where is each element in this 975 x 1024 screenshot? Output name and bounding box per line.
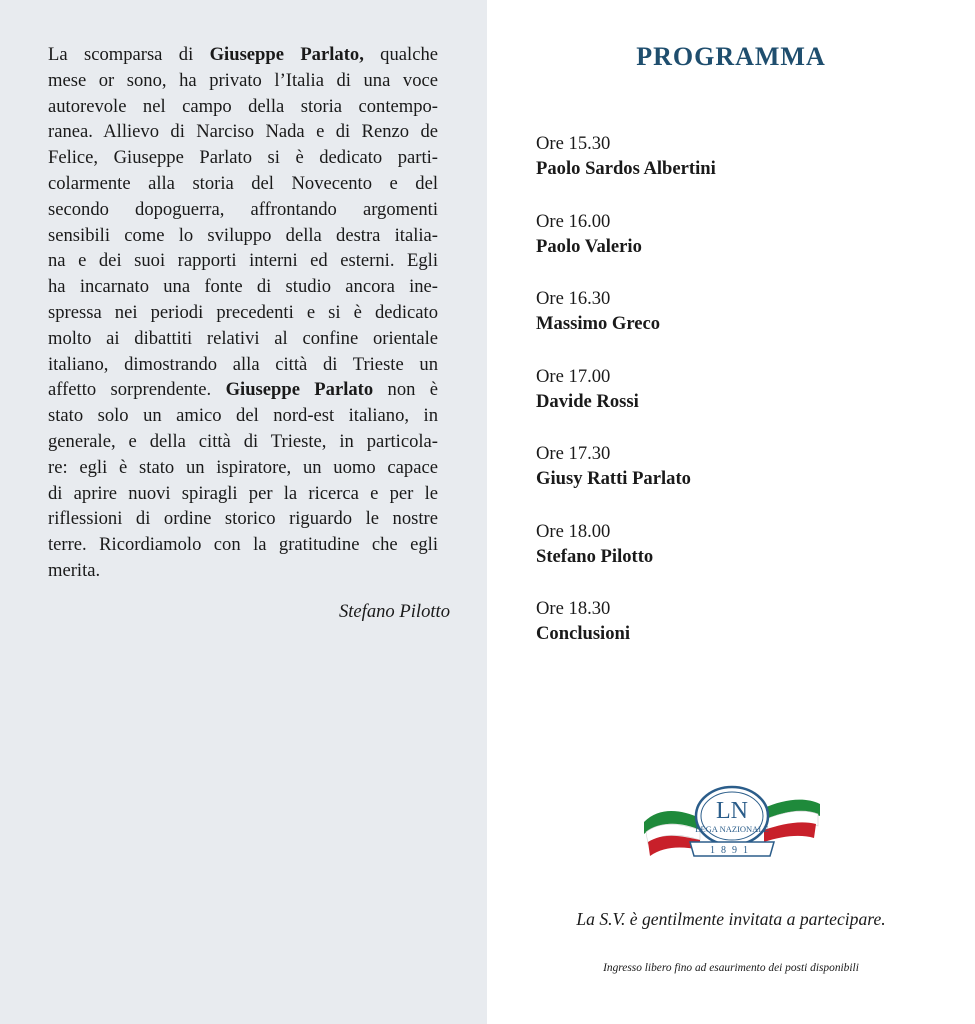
schedule-speaker: Paolo Sardos Albertini	[536, 158, 716, 179]
tribute-line	[48, 145, 438, 171]
tribute-name-bold: Giuseppe Parlato,	[209, 44, 364, 65]
tribute-line	[48, 94, 438, 120]
schedule-time: Ore 16.30	[536, 288, 611, 309]
signature: Stefano Pilotto	[338, 601, 450, 622]
tribute-line	[48, 171, 438, 197]
tribute-text-run: re: egli è stato un ispiratore, un uomo capace	[48, 456, 438, 478]
tribute-text-run: autorevole nel campo della storia contempo-	[48, 95, 438, 117]
schedule-item	[536, 519, 956, 597]
tribute-line	[48, 506, 438, 532]
logo-name: LEGA NAZIONALE	[695, 824, 769, 834]
programme-title: PROGRAMMA	[636, 42, 826, 71]
tribute-text-run: colarmente alla storia del Novecento e del	[48, 172, 438, 194]
tribute-line	[48, 119, 438, 145]
tribute-text-run: secondo dopoguerra, affrontando argomenti	[48, 198, 438, 220]
tribute-line	[48, 532, 438, 558]
invitation-line: La S.V. è gentilmente invitata a partecipare.	[576, 909, 886, 929]
tribute-text-run: La scomparsa di	[48, 44, 210, 65]
tribute-line	[48, 455, 438, 481]
tribute-text-run: ha incarnato una fonte di studio ancora ine-	[48, 276, 438, 298]
logo-year: 1891	[710, 845, 754, 856]
tribute-line	[48, 377, 438, 403]
schedule-item	[536, 364, 956, 442]
tribute-line	[48, 403, 438, 429]
tribute-panel	[0, 0, 487, 1024]
tribute-line	[48, 352, 438, 378]
schedule-speaker: Davide Rossi	[536, 390, 639, 412]
schedule-time: Ore 17.00	[536, 365, 611, 387]
schedule-speaker: Giusy Ratti Parlato	[536, 468, 691, 489]
schedule-time: Ore 18.30	[536, 598, 611, 619]
schedule-speaker: Conclusioni	[536, 623, 631, 644]
tribute-text-run: italiano, dimostrando alla città di Trieste un	[48, 353, 438, 375]
tribute-text-run: molto ai dibattiti relativi al confine orientale	[48, 327, 438, 349]
entry-note: Ingresso libero fino ad esaurimento dei posti disponibili	[603, 962, 859, 974]
tribute-text-run: stato solo un amico del nord-est italiano, in	[48, 405, 438, 427]
schedule-speaker: Massimo Greco	[536, 313, 661, 334]
programme-panel	[487, 0, 975, 1024]
schedule-speaker: Paolo Valerio	[536, 235, 642, 257]
tribute-line	[48, 248, 438, 274]
tribute-line	[48, 481, 438, 507]
lega-nazionale-logo	[642, 784, 822, 864]
tribute-line	[48, 558, 438, 584]
tribute-line	[48, 300, 438, 326]
schedule-time: Ore 18.00	[536, 520, 611, 542]
tribute-line	[48, 223, 438, 249]
schedule-time: Ore 15.30	[536, 133, 611, 154]
tribute-text-run: mese or sono, ha privato l’Italia di una voce	[48, 69, 438, 91]
tribute-text-run: di aprire nuovi spiragli per la ricerca e per le	[48, 482, 438, 504]
tribute-name-bold: Giuseppe Parlato	[225, 379, 374, 401]
tribute-line	[48, 197, 438, 223]
logo-monogram: LN	[716, 798, 748, 824]
tribute-text-run: ranea. Allievo di Narciso Nada e di Renzo de	[48, 121, 438, 143]
tribute-line	[48, 429, 438, 455]
schedule-item	[536, 131, 956, 209]
tribute-text-run: terre. Ricordiamolo con la gratitudine che egli	[48, 534, 438, 556]
tribute-text-run: spressa nei periodi precedenti e si è dedicato	[48, 301, 438, 323]
tribute-text-run: riflessioni di ordine storico riguardo le nostre	[48, 508, 438, 530]
schedule-item	[536, 286, 956, 364]
tribute-text-run: Felice, Giuseppe Parlato si è dedicato parti-	[48, 147, 438, 169]
tribute-text-run: qualche	[363, 44, 439, 65]
tribute-text-run: affetto sorprendente.	[48, 379, 226, 401]
schedule-item	[536, 441, 956, 519]
schedule-time: Ore 16.00	[536, 210, 611, 232]
tribute-line	[48, 274, 438, 300]
tribute-text-run: na e dei suoi rapporti interni ed esterni. Egli	[48, 250, 438, 272]
tribute-line	[48, 42, 438, 68]
tribute-text-run: non è	[373, 379, 439, 401]
schedule-time: Ore 17.30	[536, 443, 611, 464]
schedule-speaker: Stefano Pilotto	[536, 545, 654, 567]
schedule-item	[536, 209, 956, 287]
tribute-line	[48, 326, 438, 352]
tribute-line	[48, 68, 438, 94]
schedule-list	[536, 131, 956, 674]
tribute-text-run: sensibili come lo sviluppo della destra italia-	[48, 224, 438, 246]
tribute-text	[48, 42, 438, 584]
schedule-item	[536, 596, 956, 674]
tribute-text-run: generale, e della città di Trieste, in particola-	[48, 430, 438, 452]
tribute-text-run: merita.	[48, 559, 101, 581]
